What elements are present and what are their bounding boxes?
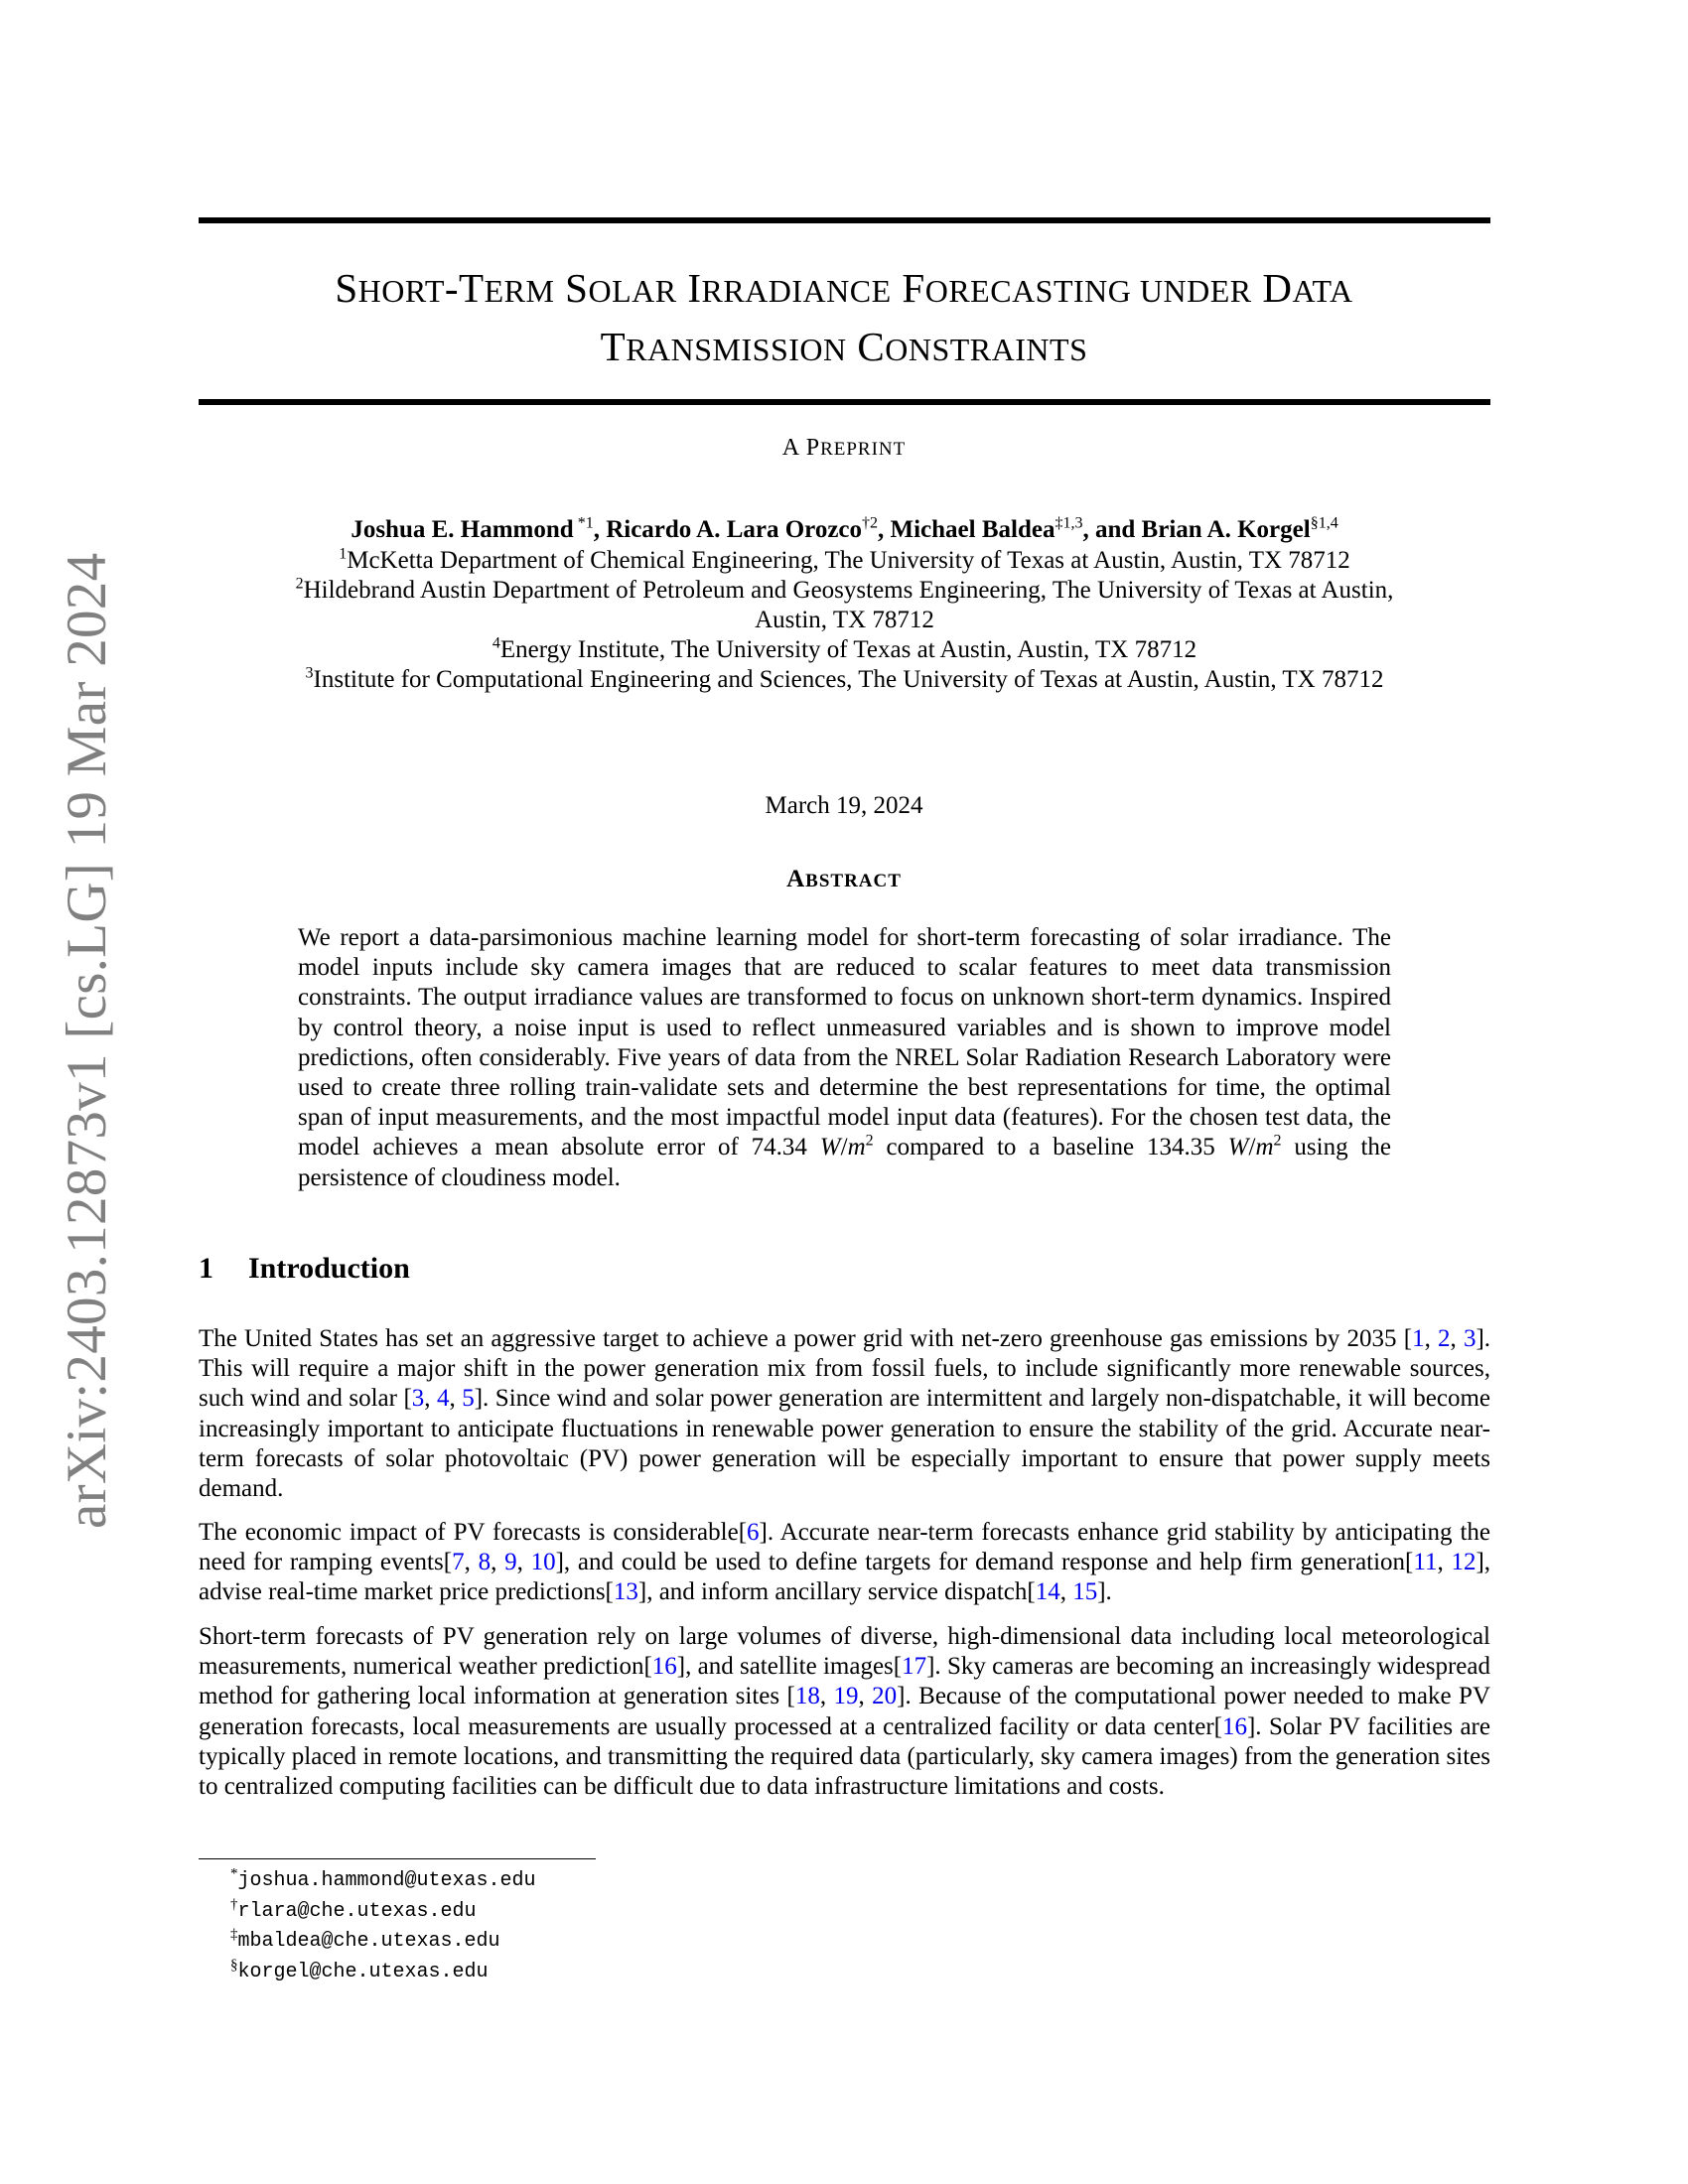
title-line-2: TRANSMISSION CONSTRAINTS — [600, 324, 1088, 369]
title-bottom-rule — [199, 399, 1490, 405]
abstract-heading-text: ABSTRACT — [786, 866, 902, 892]
paragraph: The economic impact of PV forecasts is considerable[6]. Accurate near-term forecasts enhance grid stability by anticipating the need for ramping events[7, 8, 9, 10], and could be used to define targets for demand response and help firm generation[11, 12], advise real-time market price predictions[13], and inform ancillary service dispatch[14, 15]. — [199, 1519, 1491, 1606]
affiliation-list — [199, 546, 1490, 695]
footnote-email[interactable]: korgel@che.utexas.edu — [237, 1960, 489, 1983]
footnote-email[interactable]: rlara@che.utexas.edu — [237, 1899, 477, 1923]
abstract-heading — [0, 866, 1688, 893]
affiliation: Austin, TX 78712 — [755, 607, 934, 633]
affiliation: $^2$Hildebrand Austin Department of Petroleum and Geosystems Engineering, The University of Texas at Austin, — [295, 575, 1394, 604]
section-title: Introduction — [248, 1252, 410, 1285]
footnote-list — [230, 1866, 536, 1987]
preprint-label-text: A PREPRINT — [781, 435, 907, 461]
affiliation: $^3$Institute for Computational Engineering and Sciences, The University of Texas at Austin, Austin, TX 78712 — [305, 664, 1384, 693]
author-list: Joshua E. Hammond $^{*1}$, Ricardo A. Lara Orozco$^{\dagger 2}$, Michael Baldea$^{\ddagger 1,3}$, and Brian A. Korgel$^{\S 1,4}$ — [351, 514, 1338, 543]
footnote: *joshua.hammond@utexas.edu — [230, 1865, 536, 1892]
footnote-email[interactable]: mbaldea@che.utexas.edu — [237, 1930, 500, 1953]
author: Brian A. Korgel$^{\S 1,4}$ — [1141, 514, 1338, 543]
author: Joshua E. Hammond $^{*1}$ — [351, 514, 594, 543]
title-top-rule — [199, 217, 1490, 223]
footnote-email[interactable]: joshua.hammond@utexas.edu — [237, 1869, 536, 1892]
author: Michael Baldea$^{\ddagger 1,3}$ — [890, 514, 1083, 543]
section-number: 1 — [199, 1252, 213, 1285]
paragraph: The United States has set an aggressive target to achieve a power grid with net-zero greenhouse gas emissions by 2035 [1, 2, 3]. This will require a major shift in the power generation mix from fossil fuels, to include significantly more renewable sources, such wind and solar [3, 4, 5]. Since wind and solar power generation are intermittent and largely non-dispatchable, it will become increasingly important to anticipate fluctuations in renewable power generation to ensure the stability of the grid. Accurate near-term forecasts of solar photovoltaic (PV) power generation will be especially important to ensure that power supply meets demand. — [199, 1325, 1491, 1503]
affiliation: $^1$McKetta Department of Chemical Engineering, The University of Texas at Austin, Austin, TX 78712 — [339, 545, 1350, 574]
footnote: ‡mbaldea@che.utexas.edu — [230, 1926, 500, 1953]
footnote: §korgel@che.utexas.edu — [230, 1956, 489, 1983]
affiliation: $^4$Energy Institute, The University of Texas at Austin, Austin, TX 78712 — [492, 634, 1197, 663]
footnote-rule — [199, 1858, 596, 1859]
author: Ricardo A. Lara Orozco$^{\dagger 2}$ — [606, 514, 879, 543]
publication-date: March 19, 2024 — [765, 792, 923, 819]
abstract-body: We report a data-parsimonious machine learning model for short-term forecasting of solar irradiance. The model inputs include sky camera images that are reduced to scalar features to meet data transmission constraints. The output irradiance values are transformed to focus on unknown short-term dynamics. Inspired by control theory, a noise input is used to reflect unmeasured variables and is shown to improve model predictions, often considerably. Five years of data from the NREL Solar Radiation Research Laboratory were used to create three rolling train-validate sets and determine the best representations for time, the optimal span of input measurements, and the most impactful model input data (features). For the chosen test data, the model achieves a mean absolute error of 74.34 $W/m^2$ compared to a baseline 134.35 $W/m^2$ using the persistence of cloudiness model. — [298, 924, 1391, 1191]
section-heading — [199, 1252, 410, 1286]
footnote: †rlara@che.utexas.edu — [230, 1895, 477, 1923]
preprint-label — [0, 435, 1688, 462]
paper-title — [149, 260, 1539, 377]
arxiv-stamp: arXiv:2403.12873v1 [cs.LG] 19 Mar 2024 — [56, 552, 118, 1529]
paragraph: Short-term forecasts of PV generation rely on large volumes of diverse, high-dimensional data including local meteorological measurements, numerical weather prediction[16], and satellite images[17]. Sky cameras are becoming an increasingly widespread method for gathering local information at generation sites [18, 19, 20]. Because of the computational power needed to make PV generation forecasts, local measurements are usually processed at a centralized facility or data center[16]. Solar PV facilities are typically placed in remote locations, and transmitting the required data (particularly, sky camera images) from the generation sites to centralized computing facilities can be difficult due to data infrastructure limitations and costs. — [199, 1623, 1490, 1801]
title-line-1: SHORT-TERM SOLAR IRRADIANCE FORECASTING UNDER DATA — [335, 265, 1353, 311]
